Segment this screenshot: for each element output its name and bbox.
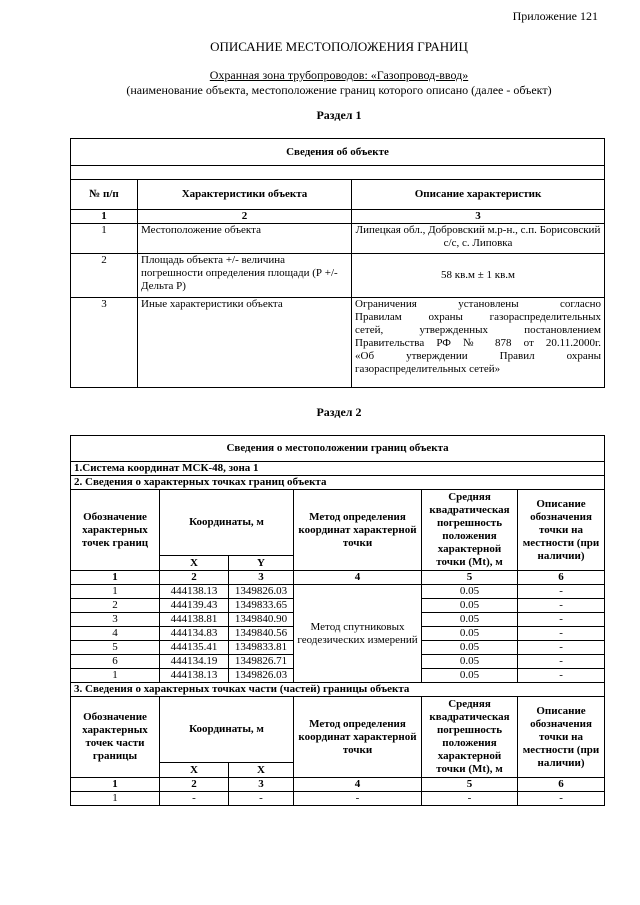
section1-label: Раздел 1 bbox=[316, 108, 362, 122]
part-point-x: - bbox=[160, 792, 229, 806]
part-col-x-header: X bbox=[160, 763, 229, 778]
index-cell: 4 bbox=[294, 778, 422, 792]
point-y: 1349833.65 bbox=[229, 599, 294, 613]
index-cell: 2 bbox=[160, 778, 229, 792]
col-method-header: Метод определения координат характерной точки bbox=[294, 490, 422, 571]
part-col-coordinates-header: Координаты, м bbox=[160, 697, 294, 763]
point-y: 1349833.81 bbox=[229, 641, 294, 655]
index-cell: 2 bbox=[138, 210, 352, 224]
point-y: 1349840.56 bbox=[229, 627, 294, 641]
point-x: 444139.43 bbox=[160, 599, 229, 613]
point-desc: - bbox=[518, 613, 605, 627]
section2-label: Раздел 2 bbox=[316, 405, 362, 419]
col-num-header: № п/п bbox=[71, 180, 138, 210]
index-cell: 3 bbox=[229, 571, 294, 585]
point-x: 444138.13 bbox=[160, 585, 229, 599]
point-desc: - bbox=[518, 641, 605, 655]
part-col-desc-header: Описание обозначения точки на местности (при наличии) bbox=[518, 697, 605, 778]
part-point-y: - bbox=[229, 792, 294, 806]
part-col-designation-header: Обозначение характерных точек части границы bbox=[71, 697, 160, 778]
object-info-header: Сведения об объекте bbox=[71, 139, 605, 166]
point-y: 1349840.90 bbox=[229, 613, 294, 627]
point-number: 3 bbox=[71, 613, 160, 627]
point-number: 6 bbox=[71, 655, 160, 669]
point-y: 1349826.03 bbox=[229, 669, 294, 683]
col-mt-header: Средняя квадратическая погрешность положения характерной точки (Mt), м bbox=[422, 490, 518, 571]
table-row bbox=[71, 792, 605, 806]
point-mt: 0.05 bbox=[422, 641, 518, 655]
description-line: Правительства РФ № 878 от 20.11.2000г. bbox=[355, 337, 602, 349]
boundary-header: Сведения о местоположении границ объекта bbox=[71, 436, 605, 462]
point-mt: 0.05 bbox=[422, 655, 518, 669]
description-line: газораспределительных сетей» bbox=[355, 363, 501, 375]
index-cell: 1 bbox=[71, 778, 160, 792]
characteristic-cell: Иные характеристики объекта bbox=[138, 298, 352, 388]
point-x: 444138.13 bbox=[160, 669, 229, 683]
point-number: 1 bbox=[71, 669, 160, 683]
point-number: 4 bbox=[71, 627, 160, 641]
boundary-table bbox=[70, 435, 605, 806]
col-characteristic-header: Характеристики объекта bbox=[138, 180, 352, 210]
point-number: 1 bbox=[71, 585, 160, 599]
part-section-header: 3. Сведения о характерных точках части (частей) границы объекта bbox=[71, 683, 605, 697]
point-x: 444134.19 bbox=[160, 655, 229, 669]
point-number: 5 bbox=[71, 641, 160, 655]
coordinate-system: 1.Система координат МСК-48, зона 1 bbox=[71, 462, 605, 476]
col-y-header: Y bbox=[229, 556, 294, 571]
index-cell: 6 bbox=[518, 778, 605, 792]
object-caption: (наименование объекта, местоположение границ которого описано (далее - объект) bbox=[126, 83, 552, 97]
index-cell: 4 bbox=[294, 571, 422, 585]
index-cell: 1 bbox=[71, 210, 138, 224]
point-mt: 0.05 bbox=[422, 613, 518, 627]
point-mt: 0.05 bbox=[422, 627, 518, 641]
part-point-number: 1 bbox=[71, 792, 160, 806]
description-line: Правилам охраны газораспределительных bbox=[355, 311, 602, 323]
description-line: «Об утверждении Правил охраны bbox=[355, 350, 602, 362]
row-number: 2 bbox=[71, 254, 138, 298]
characteristic-cell: Площадь объекта +/- величина погрешности определения площади (Р +/- Дельта Р) bbox=[138, 254, 352, 298]
description-line: сетей, утвержденных постановлением bbox=[355, 324, 602, 336]
point-mt: 0.05 bbox=[422, 585, 518, 599]
part-point-method: - bbox=[294, 792, 422, 806]
point-mt: 0.05 bbox=[422, 599, 518, 613]
index-cell: 2 bbox=[160, 571, 229, 585]
point-desc: - bbox=[518, 585, 605, 599]
col-designation-header: Обозначение характерных точек границ bbox=[71, 490, 160, 571]
part-col-x2-header: X bbox=[229, 763, 294, 778]
point-y: 1349826.71 bbox=[229, 655, 294, 669]
part-point-desc: - bbox=[518, 792, 605, 806]
col-desc-header: Описание обозначения точки на местности (при наличии) bbox=[518, 490, 605, 571]
point-x: 444134.83 bbox=[160, 627, 229, 641]
part-col-method-header: Метод определения координат характерной точки bbox=[294, 697, 422, 778]
row-number: 3 bbox=[71, 298, 138, 388]
description-line: Ограничения установлены согласно bbox=[355, 298, 602, 310]
index-cell: 5 bbox=[422, 778, 518, 792]
point-mt: 0.05 bbox=[422, 669, 518, 683]
index-cell: 3 bbox=[352, 210, 605, 224]
page-title: ОПИСАНИЕ МЕСТОПОЛОЖЕНИЯ ГРАНИЦ bbox=[210, 39, 468, 54]
description-cell bbox=[352, 298, 605, 388]
spacer-row bbox=[71, 166, 605, 180]
point-desc: - bbox=[518, 599, 605, 613]
method-cell: Метод спутниковых геодезических измерений bbox=[294, 585, 422, 683]
description-cell: 58 кв.м ± 1 кв.м bbox=[352, 254, 605, 298]
col-x-header: X bbox=[160, 556, 229, 571]
point-desc: - bbox=[518, 655, 605, 669]
index-cell: 3 bbox=[229, 778, 294, 792]
point-x: 444135.41 bbox=[160, 641, 229, 655]
object-info-table bbox=[70, 138, 605, 388]
description-cell: Липецкая обл., Добровский м.р-н., с.п. Борисовский с/с, с. Липовка bbox=[352, 224, 605, 254]
object-name: Охранная зона трубопроводов: «Газопровод-ввод» bbox=[209, 68, 469, 82]
point-y: 1349826.03 bbox=[229, 585, 294, 599]
part-point-mt: - bbox=[422, 792, 518, 806]
index-cell: 5 bbox=[422, 571, 518, 585]
point-desc: - bbox=[518, 669, 605, 683]
point-x: 444138.81 bbox=[160, 613, 229, 627]
part-col-mt-header: Средняя квадратическая погрешность положения характерной точки (Mt), м bbox=[422, 697, 518, 778]
table-row bbox=[71, 585, 605, 599]
point-number: 2 bbox=[71, 599, 160, 613]
index-cell: 1 bbox=[71, 571, 160, 585]
row-number: 1 bbox=[71, 224, 138, 254]
col-description-header: Описание характеристик bbox=[352, 180, 605, 210]
index-cell: 6 bbox=[518, 571, 605, 585]
appendix-number: Приложение 121 bbox=[512, 9, 598, 23]
point-desc: - bbox=[518, 627, 605, 641]
points-section-header: 2. Сведения о характерных точках границ объекта bbox=[71, 476, 605, 490]
col-coordinates-header: Координаты, м bbox=[160, 490, 294, 556]
characteristic-cell: Местоположение объекта bbox=[138, 224, 352, 254]
